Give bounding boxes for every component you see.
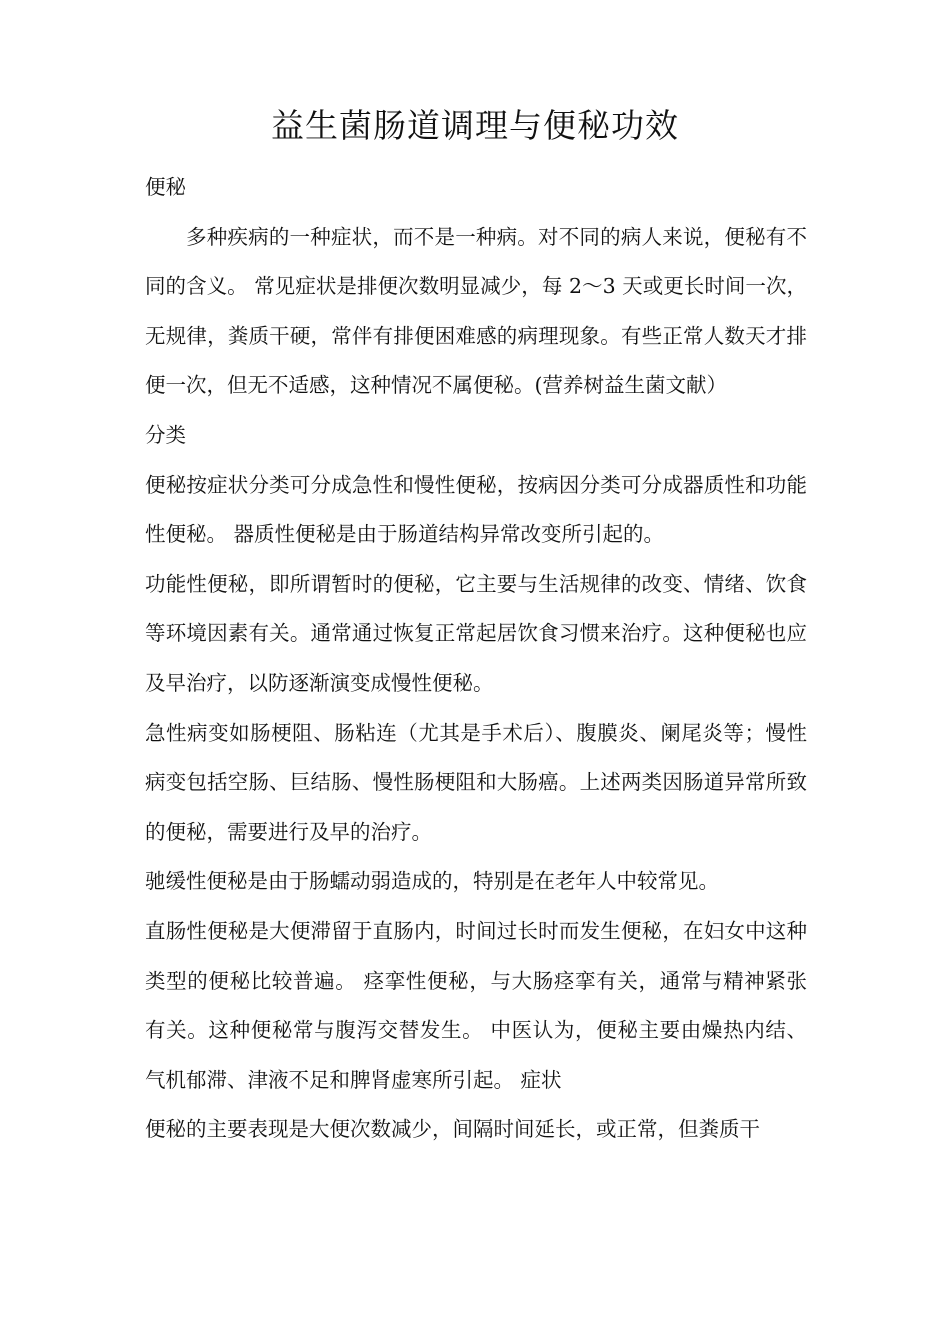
section-heading-classification: 分类 xyxy=(145,422,186,447)
section-heading-constipation: 便秘 xyxy=(145,175,186,199)
paragraph-functional: 功能性便秘，即所谓暂时的便秘，它主要与生活规律的改变、情绪、饮食等环境因素有关。通常通过恢复正常起居饮食习惯来治疗。这种便秘也应及早治疗，以防逐渐演变成慢性便秘。 xyxy=(145,571,807,695)
paragraph-classification: 便秘按症状分类可分成急性和慢性便秘，按病因分类可分成器质性和功能性便秘。 器质性便秘是由于肠道结构异常改变所引起的。 xyxy=(145,472,807,547)
paragraph-acute-chronic: 急性病变如肠梗阻、肠粘连（尤其是手术后）、腹膜炎、阑尾炎等；慢性病变包括空肠、巨结肠、慢性肠梗阻和大肠癌。上述两类因肠道异常所致的便秘，需要进行及早的治疗。 xyxy=(145,720,807,844)
paragraph-symptoms: 便秘的主要表现是大便次数减少，间隔时间延长，或正常，但粪质干 xyxy=(145,1117,760,1142)
document-body xyxy=(145,163,807,1155)
paragraph-atonic: 驰缓性便秘是由于肠蠕动弱造成的，特别是在老年人中较常见。 xyxy=(145,869,719,894)
document-title: 益生菌肠道调理与便秘功效 xyxy=(271,106,679,145)
paragraph-definition: 多种疾病的一种症状，而不是一种病。对不同的病人来说，便秘有不同的含义。 常见症状是排便次数明显减少，每 2～3 天或更长时间一次，无规律，粪质干硬，常伴有排便困难感的病理现象。有些正常人数天才排便一次，但无不适感，这种情况不属便秘。(营养树益生菌文献） xyxy=(145,224,807,398)
paragraph-rectal-spastic: 直肠性便秘是大便滞留于直肠内，时间过长时而发生便秘，在妇女中这种类型的便秘比较普遍。 痉挛性便秘，与大肠痉挛有关，通常与精神紧张有关。这种便秘常与腹泻交替发生。 中医认为，便秘主要由燥热内结、气机郁滞、津液不足和脾肾虚寒所引起。 症状 xyxy=(145,918,807,1092)
